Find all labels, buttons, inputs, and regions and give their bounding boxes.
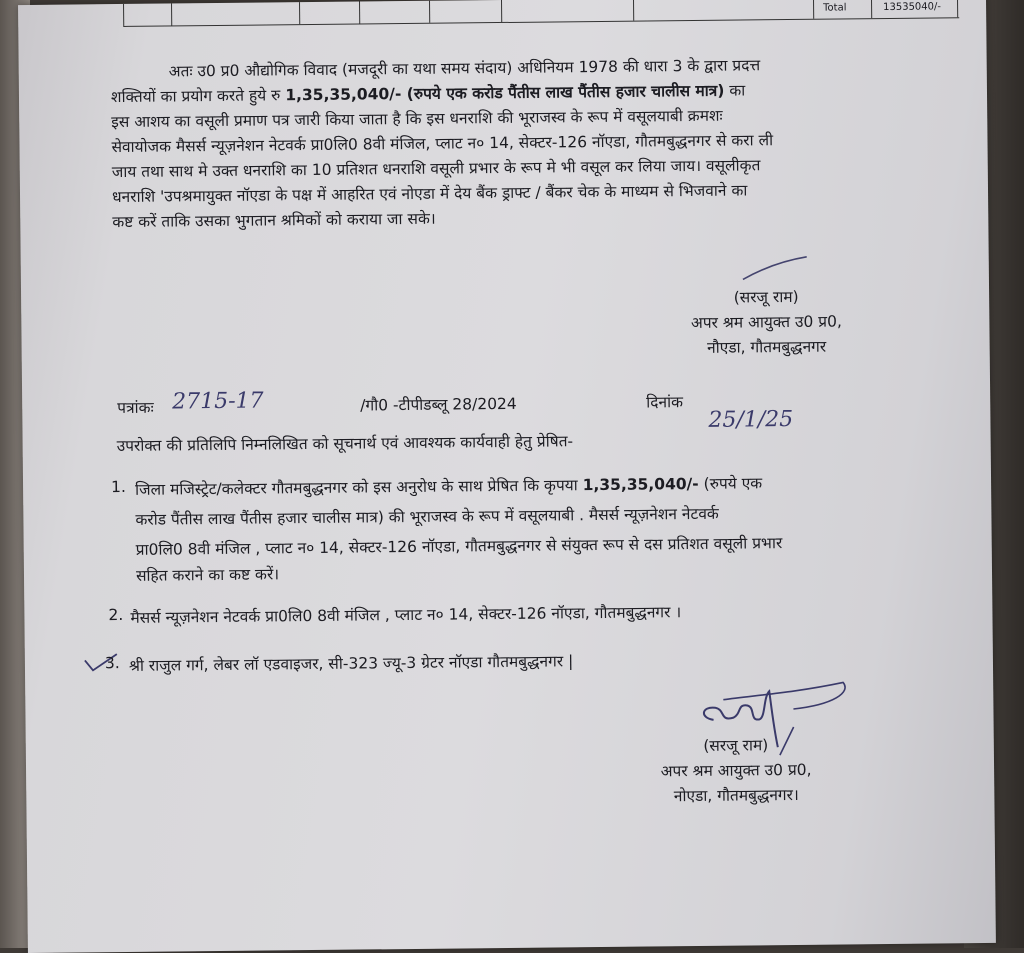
list-item-1-line-4: सहित कराने का कष्ट करें। — [135, 565, 280, 585]
main-para-line-3: इस आशय का वसूली प्रमाण पत्र जारी किया जाता है कि इस धनराशि की भूराजस्व के रूप में वसूलयाबी क्रमशः — [111, 106, 723, 132]
main-para-text: का — [724, 81, 746, 100]
table-cell — [429, 1, 430, 23]
list-item-1-line-1 — [135, 471, 762, 500]
patrank-handwritten: 2715-17 — [172, 388, 264, 415]
signature-block-2 — [636, 733, 837, 810]
reference-number: /गौ0 -टीपीडब्लू 28/2024 — [360, 394, 517, 415]
amount-bold: 1,35,35,040/- — [582, 474, 699, 495]
list-text: जिला मजिस्ट्रेट/कलेक्टर गौतमबुद्धनगर को इस अनुरोध के साथ प्रेषित कि कृपया — [135, 476, 583, 499]
amount-bold: 1,35,35,040/- (रुपये एक करोड पैंतीस लाख पैंतीस हजार चालीस मात्र) — [285, 81, 725, 105]
main-para-text: शक्तियों का प्रयोग करते हुये रु — [110, 86, 286, 107]
signatory-location: नोएडा, गौतमबुद्धनगर। — [673, 785, 799, 806]
amount-table — [123, 0, 959, 27]
signatory-name: (सरजू राम) — [733, 287, 799, 307]
table-cell — [359, 1, 360, 23]
main-para-line-6: धनराशि 'उपश्रमायुक्त नॉएडा के पक्ष में आहरित एवं नोएडा में देय बैंक ड्राफ्ट / बैंकर चेक के माध्यम से भिजवाने का — [111, 181, 748, 207]
date-label: दिनांक — [646, 393, 684, 412]
table-cell — [871, 0, 872, 18]
signatory-designation: अपर श्रम आयुक्त उ0 प्र0, — [660, 760, 812, 781]
main-para-line-5: जाय तथा साथ मे उक्त धनराशि का 10 प्रतिशत धनराशि वसूली प्रभार के रूप मे भी वसूल कर लिया जाय। वसूलीकृत — [111, 156, 761, 182]
signatory-designation: अपर श्रम आयुक्त उ0 प्र0, — [690, 312, 842, 333]
table-cell — [813, 0, 814, 19]
table-cell — [957, 0, 958, 17]
signature-block-1 — [671, 284, 862, 361]
list-item-2: मैसर्स न्यूज़नेशन नेटवर्क प्रा0लि0 8वी मंजिल , प्लाट न० 14, सेक्टर-126 नॉएडा, गौतमबुद्धनगर । — [130, 603, 682, 627]
list-text: (रुपये एक — [698, 474, 763, 493]
document-page — [18, 0, 996, 953]
main-para-line-7: कष्ट करें ताकि उसका भुगतान श्रमिकों को कराया जा सके। — [112, 209, 436, 232]
list-item-1-line-2: करोड पैंतीस लाख पैंतीस हजार चालीस मात्र) की भूराजस्व के रूप में वसूलयाबी . मैसर्स न्यूज़नेशन नेटवर्क — [135, 504, 719, 529]
signatory-location: नौएडा, गौतमबुद्धनगर — [706, 337, 827, 357]
copy-intro: उपरोक्त की प्रतिलिपि निम्नलिखित को सूचनार्थ एवं आवश्यक कार्यवाही हेतु प्रेषित- — [116, 432, 574, 456]
total-value: 13535040/- — [883, 1, 942, 14]
table-cell — [123, 4, 124, 26]
list-item-3: श्री राजुल गर्ग, लेबर लॉ एडवाइजर, सी-323 ज्यू-3 ग्रेटर नॉएडा गौतमबुद्धनगर | — [128, 652, 574, 675]
table-cell — [501, 0, 502, 22]
main-para-line-4: सेवायोजक मैसर्स न्यूज़नेशन नेटवर्क प्रा0लि0 8वी मंजिल, प्लाट न० 14, सेक्टर-126 नॉएडा, गौतमबुद्धनगर से करा ली — [111, 131, 774, 157]
main-para-line-1: अतः उ0 प्र0 औद्योगिक विवाद (मजदूरी का यथा समय संदाय) अधिनियम 1978 की धारा 3 के द्वारा प्रदत्त — [168, 56, 761, 81]
list-item-1-line-3: प्रा0लि0 8वी मंजिल , प्लाट न० 14, सेक्टर-126 नॉएडा, गौतमबुद्धनगर से संयुक्त रूप से दस प्रतिशत वसूली प्रभार — [135, 534, 783, 559]
main-para-line-2 — [111, 78, 745, 107]
signature-stroke-1 — [741, 255, 811, 286]
table-cell — [633, 0, 634, 21]
table-cell — [171, 3, 172, 25]
signatory-name: (सरजू राम) — [703, 736, 769, 755]
list-number-1: 1. — [110, 477, 126, 497]
patrank-label: पत्रांकः — [117, 398, 154, 418]
list-number-3: 3. — [104, 654, 120, 673]
list-number-2: 2. — [108, 606, 124, 625]
date-handwritten: 25/1/25 — [708, 406, 794, 433]
total-label: Total — [823, 2, 847, 14]
table-cell — [299, 2, 300, 24]
